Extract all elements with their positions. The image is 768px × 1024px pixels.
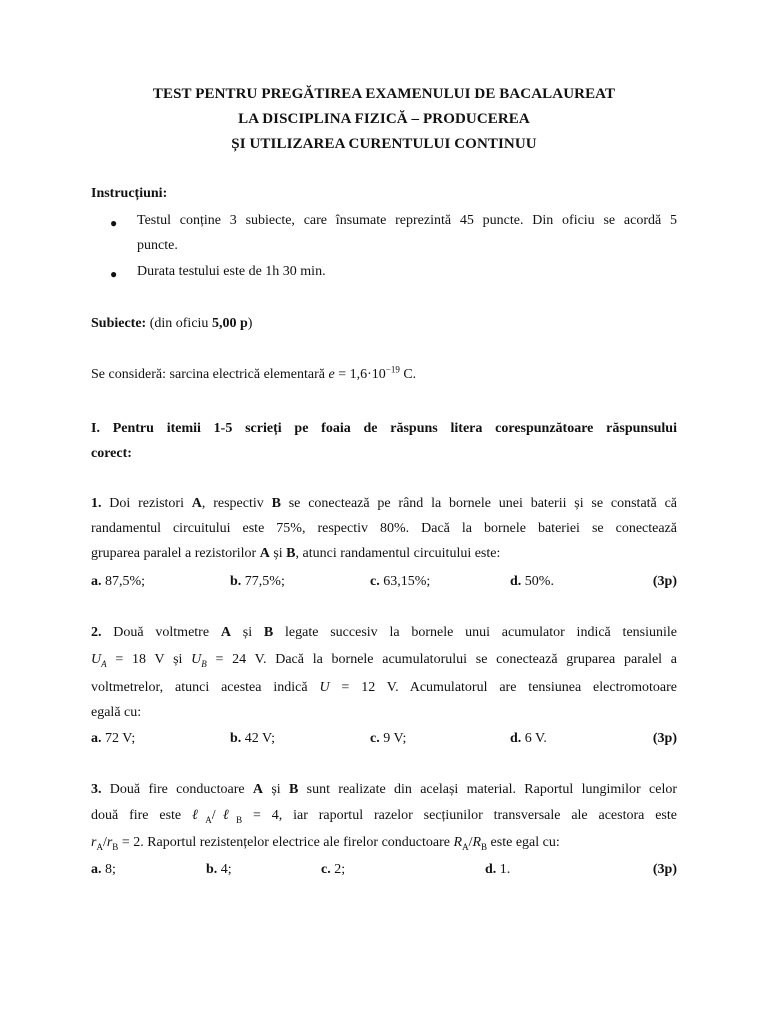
constant-line <box>91 364 677 383</box>
q3-line-1 <box>91 782 677 798</box>
q3-sub-a: A <box>96 841 103 852</box>
q2-voltmeter-a: A <box>220 625 231 640</box>
q1-line-1 <box>91 496 677 512</box>
q2-line-1 <box>91 625 677 641</box>
instructions-heading: Instrucțiuni: <box>91 186 168 201</box>
q2-text: voltmetrelor, atunci acestea indică <box>91 680 320 695</box>
option-letter: a. <box>91 862 102 877</box>
option-letter: b. <box>230 574 242 589</box>
option-letter: b. <box>230 731 242 746</box>
q2-text: legate succesiv la bornele unui acumulator indică tensiunile <box>273 625 677 640</box>
q3-sub-b: B <box>236 814 243 825</box>
q3-option-c[interactable] <box>321 862 345 878</box>
q2-points: (3p) <box>652 731 677 746</box>
q2-number: 2. <box>91 625 102 640</box>
option-text: 50%. <box>521 574 554 589</box>
q3-text: și <box>263 782 289 797</box>
q1-text: gruparea paralel a rezistorilor <box>91 546 260 561</box>
title-line-2: LA DISCIPLINA FIZICĂ – PRODUCEREA <box>238 111 530 127</box>
q1-number: 1. <box>91 496 102 511</box>
option-letter: a. <box>91 731 102 746</box>
subjects-post: ) <box>247 316 253 331</box>
q2-option-c[interactable] <box>370 731 406 747</box>
q2-line-2 <box>91 652 677 668</box>
q2-text: și <box>164 652 192 667</box>
subjects-points: 5,00 p <box>211 316 248 331</box>
q2-line-4: egală cu: <box>91 705 142 720</box>
q3-wire-a: A <box>252 782 264 797</box>
bullet-icon: ● <box>110 216 118 230</box>
option-text: 9 V; <box>379 731 407 746</box>
q1-text: se conectează pe rând la bornele unei baterii și se constată că <box>280 496 677 511</box>
subjects-line <box>91 316 677 332</box>
q2-text: și <box>230 625 264 640</box>
q1-resistor-a: A <box>259 546 270 561</box>
q3-text: Două fire conductoare <box>101 782 253 797</box>
q3-text: , iar raportul razelor secțiunilor transversale ale acestora este <box>278 808 677 823</box>
q1-resistor-a: A <box>191 496 202 511</box>
option-text: 4; <box>217 862 232 877</box>
title-line-1: TEST PENTRU PREGĂTIREA EXAMENULUI DE BACALAUREAT <box>152 86 616 102</box>
q2-text: Două voltmetre <box>101 625 221 640</box>
q1-text: , respectiv <box>201 496 272 511</box>
option-text: 2; <box>330 862 346 877</box>
constant-text: Se consideră: sarcina electrică elementară <box>91 367 329 382</box>
q3-slash: / <box>102 835 107 850</box>
q3-radius-symbol: r <box>106 835 113 850</box>
q2-ua-subscript: A <box>101 658 107 669</box>
q3-number: 3. <box>91 782 102 797</box>
q1-line-3 <box>91 546 677 562</box>
instruction-1-line-2: puncte. <box>137 238 178 253</box>
q1-option-d[interactable] <box>510 574 554 590</box>
q2-ua-value: = 18 V <box>106 652 165 667</box>
q3-slash: / <box>211 808 216 823</box>
option-letter: c. <box>370 574 380 589</box>
q3-text: . Raportul rezistențelor electrice ale firelor conductoare <box>140 835 454 850</box>
q3-sub-a: A <box>462 841 469 852</box>
q3-resistance-symbol: R <box>472 835 482 850</box>
q3-line-3 <box>91 835 677 851</box>
constant-unit: C. <box>399 367 417 382</box>
q3-length-ratio-value: = 4 <box>242 808 279 823</box>
q3-text: sunt realizate din același material. Raportul lungimilor celor <box>298 782 677 797</box>
q3-wire-b: B <box>289 782 299 797</box>
q2-option-b[interactable] <box>230 731 275 747</box>
q2-voltmeter-b: B <box>263 625 274 640</box>
q2-ub-subscript: B <box>201 658 207 669</box>
constant-symbol: e <box>328 367 335 382</box>
q3-option-b[interactable] <box>206 862 232 878</box>
option-letter: a. <box>91 574 102 589</box>
q2-option-d[interactable] <box>510 731 547 747</box>
constant-eq: = 1,6·10 <box>334 367 386 382</box>
q3-slash: / <box>468 835 473 850</box>
q3-line-2 <box>91 808 677 824</box>
section-1-line-1: I. Pentru itemii 1-5 scrieți pe foaia de răspuns litera corespunzătoare răspunsului <box>91 421 677 436</box>
bullet-icon: ● <box>110 267 118 281</box>
q2-u-value: = 12 V <box>329 680 396 695</box>
option-text: 8; <box>101 862 116 877</box>
q1-resistor-b: B <box>271 496 281 511</box>
q1-option-c[interactable] <box>370 574 430 590</box>
q1-option-b[interactable] <box>230 574 285 590</box>
option-text: 42 V; <box>241 731 276 746</box>
q3-sub-b: B <box>112 841 119 852</box>
option-letter: d. <box>485 862 497 877</box>
q3-resistance-symbol: R <box>453 835 463 850</box>
section-1-line-2: corect: <box>91 446 132 461</box>
q3-radius-ratio-value: = 2 <box>118 835 141 850</box>
q2-text: . Dacă la bornele acumulatorului se conectează gruparea paralel a <box>262 652 678 667</box>
q1-line-2: randamentul circuitului este 75%, respectiv 80%. Dacă la bornele bateriei se conectează <box>91 521 677 536</box>
q1-resistor-b: B <box>286 546 296 561</box>
q2-ub-value: = 24 V <box>206 652 263 667</box>
q3-length-symbol: ℓ <box>215 808 237 823</box>
q3-points: (3p) <box>652 862 677 877</box>
q3-sub-b: B <box>481 841 488 852</box>
q2-line-3 <box>91 680 677 696</box>
constant-exponent: −19 <box>385 364 400 375</box>
q1-text: , atunci randamentul circuitului este: <box>295 546 501 561</box>
q1-option-a[interactable] <box>91 574 145 590</box>
subjects-label: Subiecte: <box>91 316 147 331</box>
q3-option-d[interactable] <box>485 862 510 878</box>
q1-text: și <box>269 546 287 561</box>
q3-option-a[interactable] <box>91 862 116 878</box>
q1-text: Doi rezistori <box>101 496 192 511</box>
option-letter: d. <box>510 731 522 746</box>
q2-u-symbol: U <box>319 680 330 695</box>
q3-sub-a: A <box>205 814 212 825</box>
subjects-pre: (din oficiu <box>146 316 212 331</box>
option-text: 6 V. <box>521 731 547 746</box>
option-text: 87,5%; <box>101 574 146 589</box>
q1-points: (3p) <box>652 574 677 589</box>
q2-option-a[interactable] <box>91 731 135 747</box>
option-text: 72 V; <box>101 731 136 746</box>
option-text: 1. <box>496 862 511 877</box>
instruction-2: Durata testului este de 1h 30 min. <box>137 264 326 279</box>
q2-text: . Acumulatorul are tensiunea electromotoare <box>395 680 677 695</box>
q3-text: este egal cu: <box>487 835 560 850</box>
instruction-1-line-1: Testul conține 3 subiecte, care însumate reprezintă 45 puncte. Din oficiu se acordă 5 <box>137 213 677 228</box>
q2-ua-symbol: U <box>91 652 102 667</box>
q3-text: două fire este <box>91 808 192 823</box>
option-letter: b. <box>206 862 218 877</box>
option-letter: c. <box>370 731 380 746</box>
q3-length-symbol: ℓ <box>191 808 206 823</box>
option-letter: d. <box>510 574 522 589</box>
q2-ub-symbol: U <box>191 652 202 667</box>
option-text: 63,15%; <box>379 574 431 589</box>
title-line-3: ȘI UTILIZAREA CURENTULUI CONTINUU <box>231 136 537 152</box>
q3-radius-symbol: r <box>91 835 97 850</box>
option-letter: c. <box>321 862 331 877</box>
option-text: 77,5%; <box>241 574 285 589</box>
